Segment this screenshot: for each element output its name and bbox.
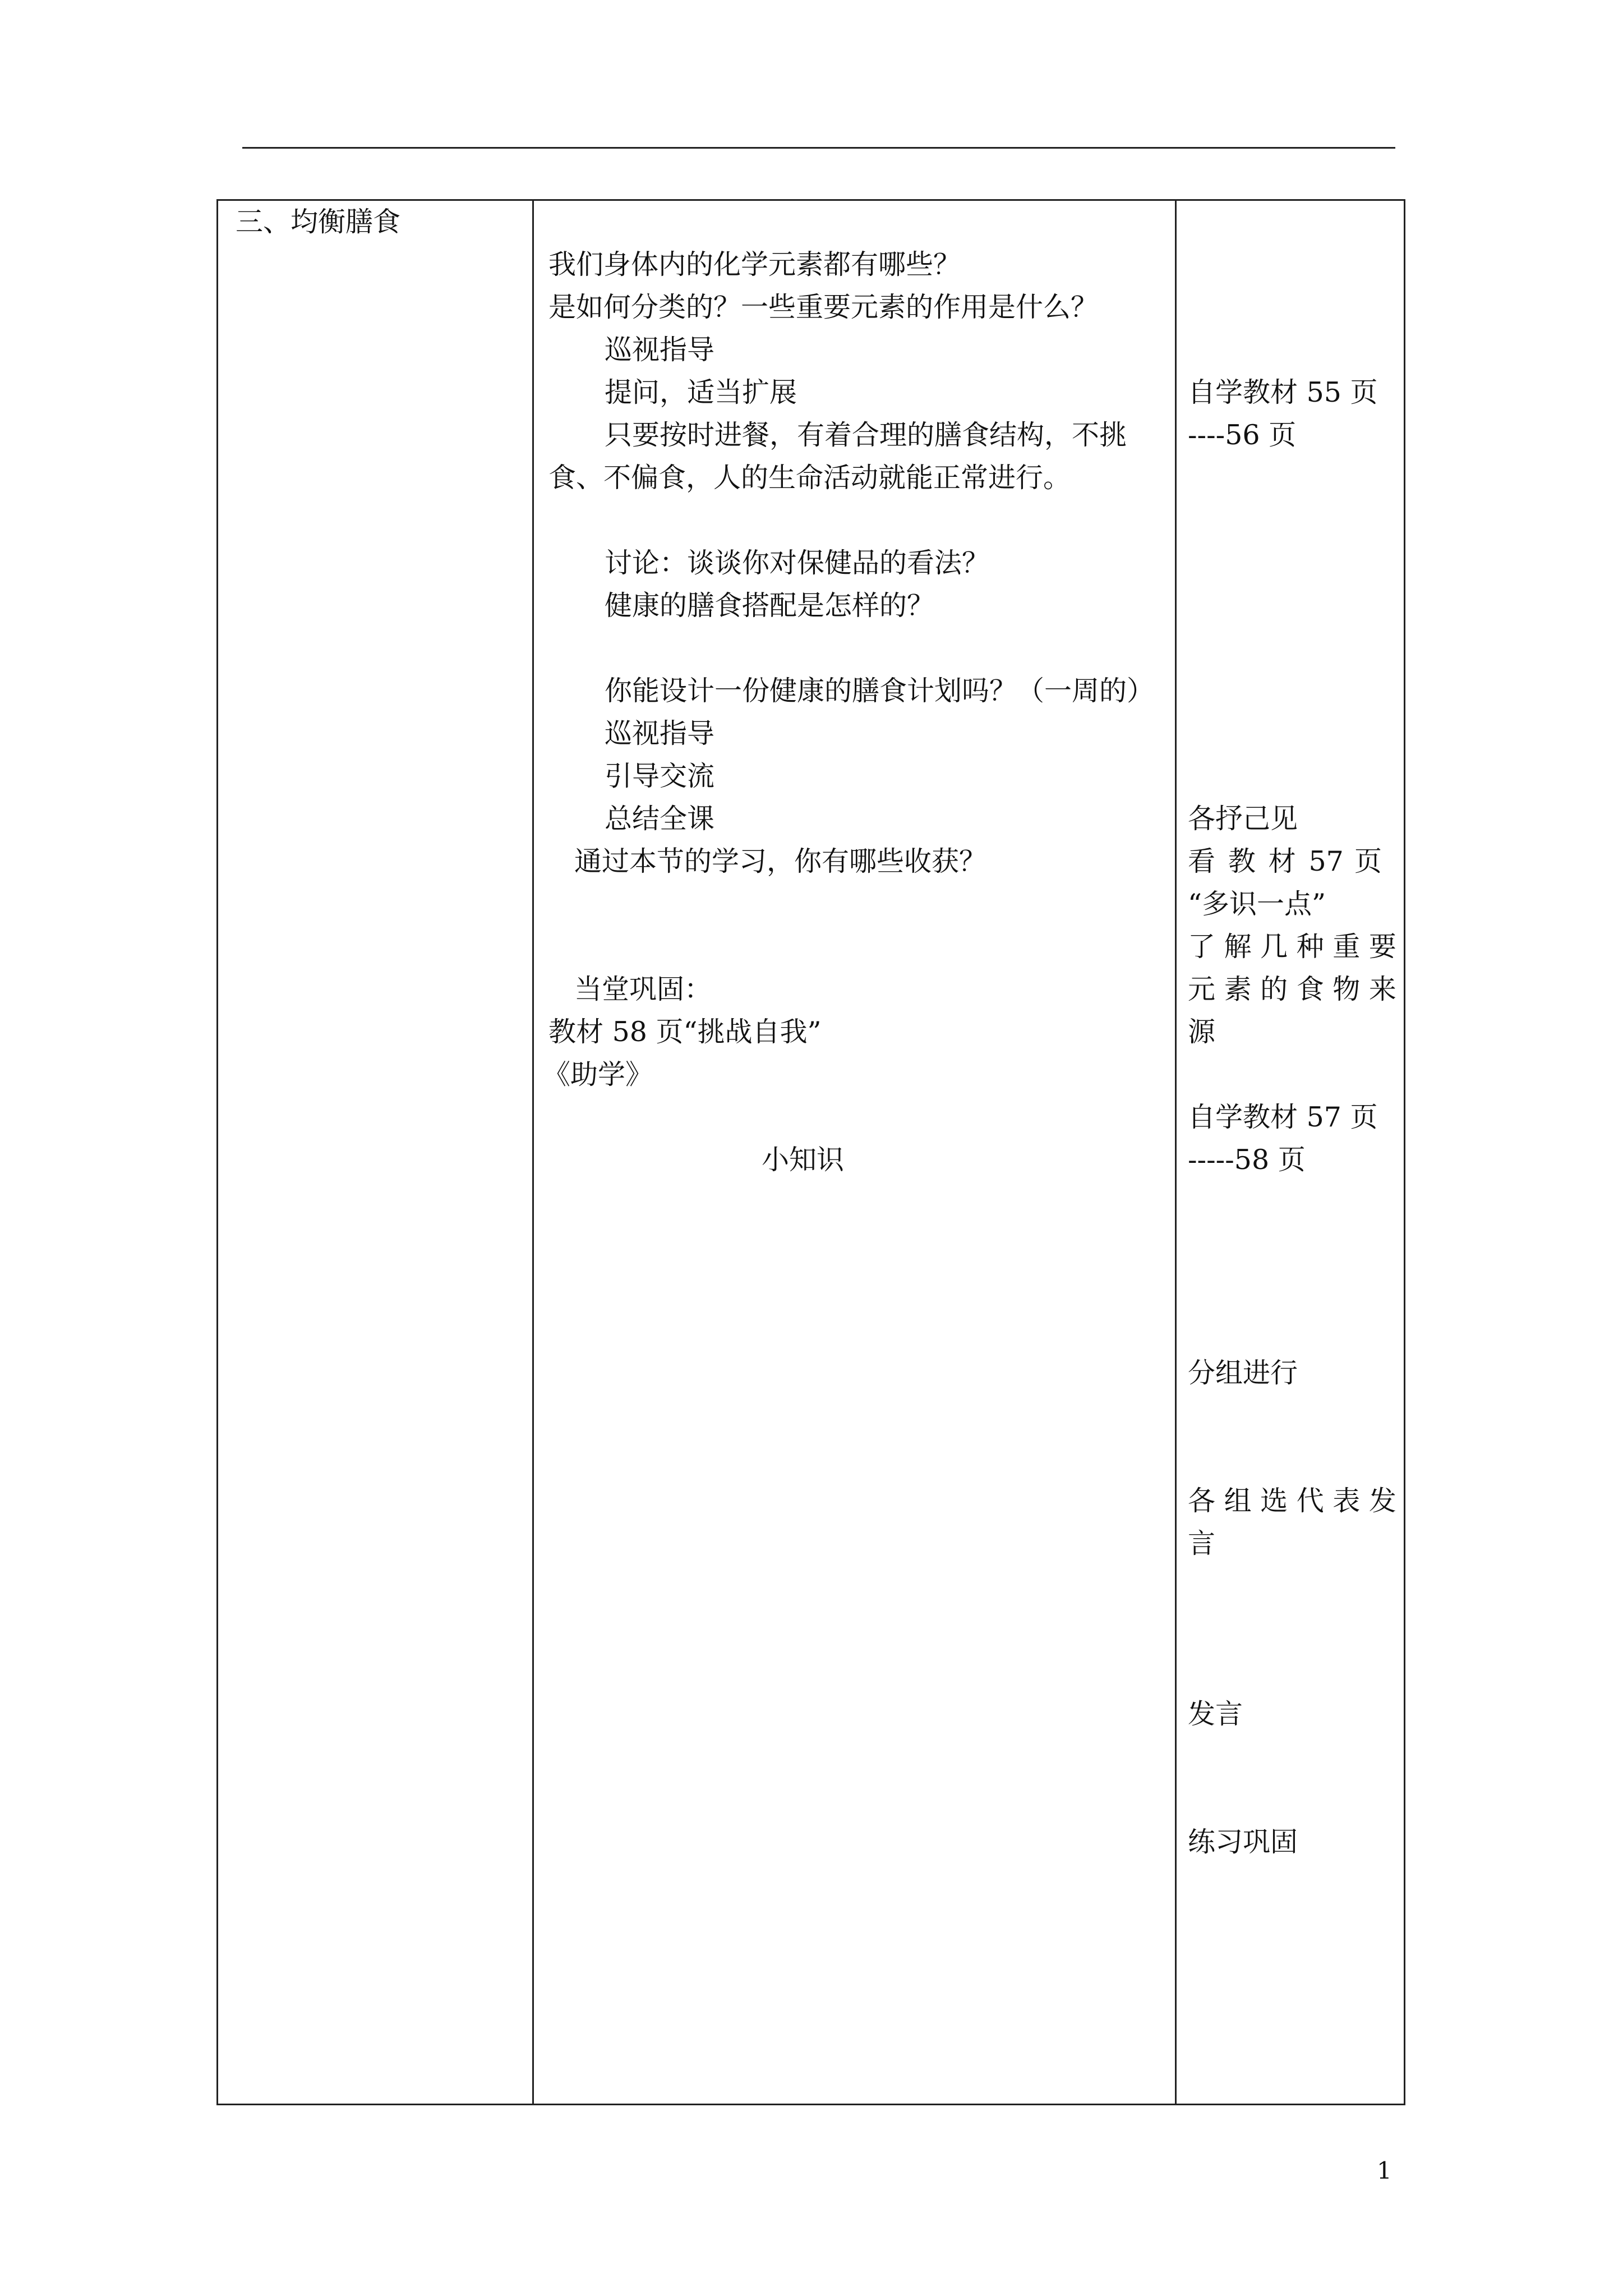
activity-line: 食、不偏食，人的生命活动就能正常进行。 (548, 462, 1071, 494)
activity-line: 通过本节的学习，你有哪些收获？ (574, 845, 987, 877)
activity-line: 教材 58 页“挑战自我” (548, 1016, 822, 1048)
student-line: 看 教 材 57 页 (1188, 845, 1382, 877)
student-line: 元 素 的 食 物 来 (1188, 973, 1396, 1005)
column-divider (532, 201, 534, 2104)
student-line: ----56 页 (1188, 419, 1297, 451)
student-line: 分组进行 (1188, 1357, 1298, 1389)
activity-line: 《助学》 (543, 1059, 653, 1091)
student-line: “多识一点” (1188, 888, 1326, 920)
activity-line: 小知识 (762, 1144, 845, 1176)
student-line: 练习巩固 (1188, 1826, 1298, 1858)
activity-line: 当堂巩固： (574, 973, 712, 1005)
activity-line: 讨论：谈谈你对保健品的看法？ (605, 547, 990, 579)
activity-line: 提问，适当扩展 (605, 376, 797, 408)
activity-line: 健康的膳食搭配是怎样的？ (605, 590, 935, 622)
activity-line: 只要按时进餐，有着合理的膳食结构，不挑 (605, 419, 1127, 451)
column-divider (1175, 201, 1177, 2104)
header-rule (242, 147, 1395, 149)
activity-line: 巡视指导 (605, 717, 715, 749)
student-line: 了 解 几 种 重 要 (1188, 931, 1396, 963)
activity-line: 我们身体内的化学元素都有哪些？ (548, 249, 961, 280)
activity-line: 你能设计一份健康的膳食计划吗？（一周的） (605, 675, 1155, 707)
student-line: 自学教材 57 页 (1188, 1101, 1378, 1133)
activity-line: 总结全课 (605, 803, 715, 835)
student-line: -----58 页 (1188, 1144, 1306, 1176)
activity-line: 巡视指导 (605, 334, 715, 366)
student-line: 各 组 选 代 表 发 (1188, 1485, 1396, 1517)
student-line: 发言 (1188, 1698, 1243, 1730)
section-title: 三、均衡膳食 (236, 206, 401, 238)
student-line: 源 (1188, 1016, 1216, 1048)
activity-line: 引导交流 (605, 760, 715, 792)
student-line: 各抒己见 (1188, 803, 1298, 835)
activity-line: 是如何分类的？一些重要元素的作用是什么？ (548, 291, 1099, 323)
student-line: 言 (1188, 1527, 1216, 1559)
student-line: 自学教材 55 页 (1188, 376, 1378, 408)
page-number: 1 (1377, 2157, 1392, 2184)
